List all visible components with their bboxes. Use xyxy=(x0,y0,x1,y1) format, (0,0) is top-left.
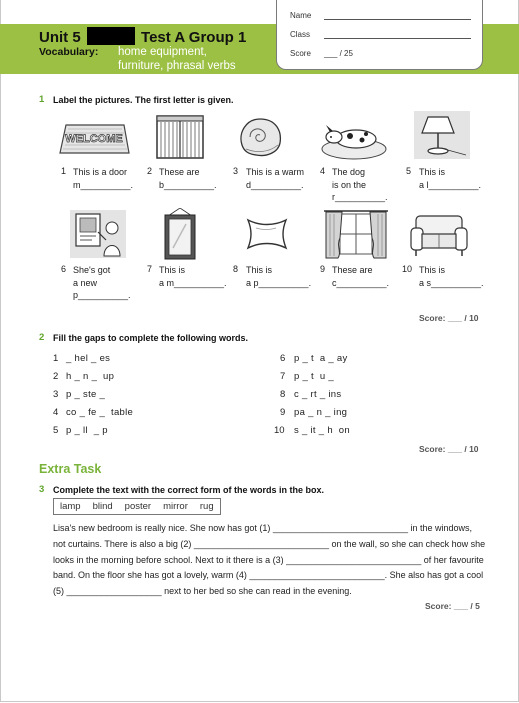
section-score: Score: ___ / 10 xyxy=(419,313,479,323)
item-caption xyxy=(332,264,389,289)
item-caption xyxy=(419,264,484,289)
caption-line: This is xyxy=(419,167,446,177)
caption-line: a l__________. xyxy=(419,179,482,190)
word-box xyxy=(53,498,221,515)
item-number: 10 xyxy=(402,264,413,274)
vocabulary-topic-line: home equipment, xyxy=(118,46,207,58)
item-number: 3 xyxy=(233,166,239,176)
duvet-icon xyxy=(236,115,284,159)
caption-line: r__________. xyxy=(332,192,388,202)
gap-word: p _ ll _ p xyxy=(66,425,108,436)
caption-line: a m__________. xyxy=(159,277,227,288)
item-number: 6 xyxy=(61,264,67,274)
total-score-value: ___ / 25 xyxy=(324,49,353,58)
word-box-item: mirror xyxy=(163,501,188,512)
sofa-icon xyxy=(408,210,470,258)
item-caption xyxy=(73,166,133,191)
caption-line: a new xyxy=(73,277,98,288)
item-number: 2 xyxy=(147,166,153,176)
curtains-icon xyxy=(322,208,390,260)
redacted-block xyxy=(87,27,135,45)
gap-number: 9 xyxy=(280,407,286,418)
caption-line: These are xyxy=(159,167,200,177)
item-number: 1 xyxy=(61,166,67,176)
gap-number: 7 xyxy=(280,371,286,382)
vocabulary-topics xyxy=(118,45,268,73)
caption-line: This is xyxy=(419,265,446,275)
gap-word: co _ fe _ table xyxy=(66,407,134,418)
gap-number: 3 xyxy=(53,389,59,400)
paragraph-line: band. On the floor she has got a lovely, warm (4) ___________________________. She also has got a cool xyxy=(53,570,484,581)
item-number: 5 xyxy=(406,166,412,176)
svg-text:WELCOME: WELCOME xyxy=(65,133,123,145)
class-field[interactable] xyxy=(324,38,471,39)
pillow-icon xyxy=(244,214,290,254)
caption-line: d__________. xyxy=(246,179,304,190)
dog-on-rug-icon xyxy=(320,113,388,161)
gap-word: p _ ste _ xyxy=(66,389,106,400)
word-box-item: lamp xyxy=(60,501,81,512)
caption-line: a p__________. xyxy=(246,277,312,288)
caption-line: c__________. xyxy=(332,277,390,288)
gap-number: 2 xyxy=(53,371,59,382)
gap-number: 8 xyxy=(280,389,286,400)
word-box-item: rug xyxy=(199,501,214,512)
caption-line: a s__________. xyxy=(419,277,484,288)
item-number: 4 xyxy=(320,166,326,176)
caption-line: This is xyxy=(246,265,273,275)
gap-word: c _ rt _ ins xyxy=(294,389,342,400)
item-caption xyxy=(159,166,217,191)
caption-line: She's got xyxy=(73,265,111,275)
item-caption xyxy=(332,166,388,204)
section-number: 2 xyxy=(39,332,45,343)
caption-line: This is a warm xyxy=(246,167,305,177)
student-info-box xyxy=(276,0,483,70)
item-caption xyxy=(159,264,227,289)
doormat-icon xyxy=(58,113,130,158)
section-score: Score: ___ / 10 xyxy=(419,444,479,454)
gap-number: 10 xyxy=(274,425,285,436)
class-label: Class xyxy=(290,30,311,39)
poster-icon xyxy=(70,210,126,258)
item-caption xyxy=(246,264,311,289)
extra-task-title: Extra Task xyxy=(39,462,102,476)
caption-line: This is xyxy=(159,265,186,275)
item-caption xyxy=(73,264,131,302)
paragraph-line: not curtains. There is also a big (2) ___________________________ on the wall, so she can check how she xyxy=(53,538,486,549)
gap-number: 4 xyxy=(53,407,59,418)
lamp-icon xyxy=(414,111,470,159)
word-box-item: blind xyxy=(92,501,113,512)
text-paragraph xyxy=(53,521,485,600)
paragraph-line: looks in the morning before school. Next to it there is a (3) ___________________________ of her favourite xyxy=(53,554,484,565)
caption-line: This is a door xyxy=(73,167,128,177)
gap-word: pa _ n _ ing xyxy=(294,407,348,418)
section-number: 3 xyxy=(39,484,45,495)
caption-line: The dog xyxy=(332,167,366,177)
paragraph-line: Lisa's new bedroom is really nice. She now has got (1) ___________________________ in the windows, xyxy=(53,523,473,533)
gap-word: p _ t a _ ay xyxy=(294,353,348,364)
caption-line: m__________. xyxy=(73,179,134,190)
item-number: 9 xyxy=(320,264,326,274)
gap-word: _ hel _ es xyxy=(66,353,111,364)
item-number: 8 xyxy=(233,264,239,274)
gap-word: p _ t u _ xyxy=(294,371,334,382)
gap-number: 1 xyxy=(53,353,59,364)
section-instruction: Complete the text with the correct form of the words in the box. xyxy=(53,485,325,495)
score-label: Score xyxy=(290,49,311,58)
item-number: 7 xyxy=(147,264,153,274)
item-caption xyxy=(419,166,481,191)
caption-line: is on the xyxy=(332,179,367,190)
paragraph-line: (5) ___________________ next to her bed so she can read in the evening. xyxy=(53,586,352,597)
word-box-item: poster xyxy=(124,501,152,512)
caption-line: b__________. xyxy=(159,179,217,190)
gap-word: h _ n _ up xyxy=(66,371,115,382)
name-field[interactable] xyxy=(324,19,471,20)
item-caption xyxy=(246,166,304,191)
section-instruction: Label the pictures. The first letter is given. xyxy=(53,95,234,105)
blinds-icon xyxy=(155,113,205,161)
name-label: Name xyxy=(290,11,312,20)
test-label: Test A Group 1 xyxy=(141,29,247,46)
vocabulary-label: Vocabulary: xyxy=(39,46,99,58)
vocabulary-topic-line: furniture, phrasal verbs xyxy=(118,60,236,72)
section-score: Score: ___ / 5 xyxy=(425,601,480,611)
gap-word: s _ it _ h on xyxy=(294,425,350,436)
unit-label: Unit 5 xyxy=(39,29,81,46)
unit-title xyxy=(39,27,246,46)
gap-number: 5 xyxy=(53,425,59,436)
caption-line: These are xyxy=(332,265,373,275)
caption-line: p__________. xyxy=(73,290,131,300)
mirror-icon xyxy=(162,208,198,260)
section-number: 1 xyxy=(39,94,45,105)
gap-number: 6 xyxy=(280,353,286,364)
section-instruction: Fill the gaps to complete the following words. xyxy=(53,333,249,343)
